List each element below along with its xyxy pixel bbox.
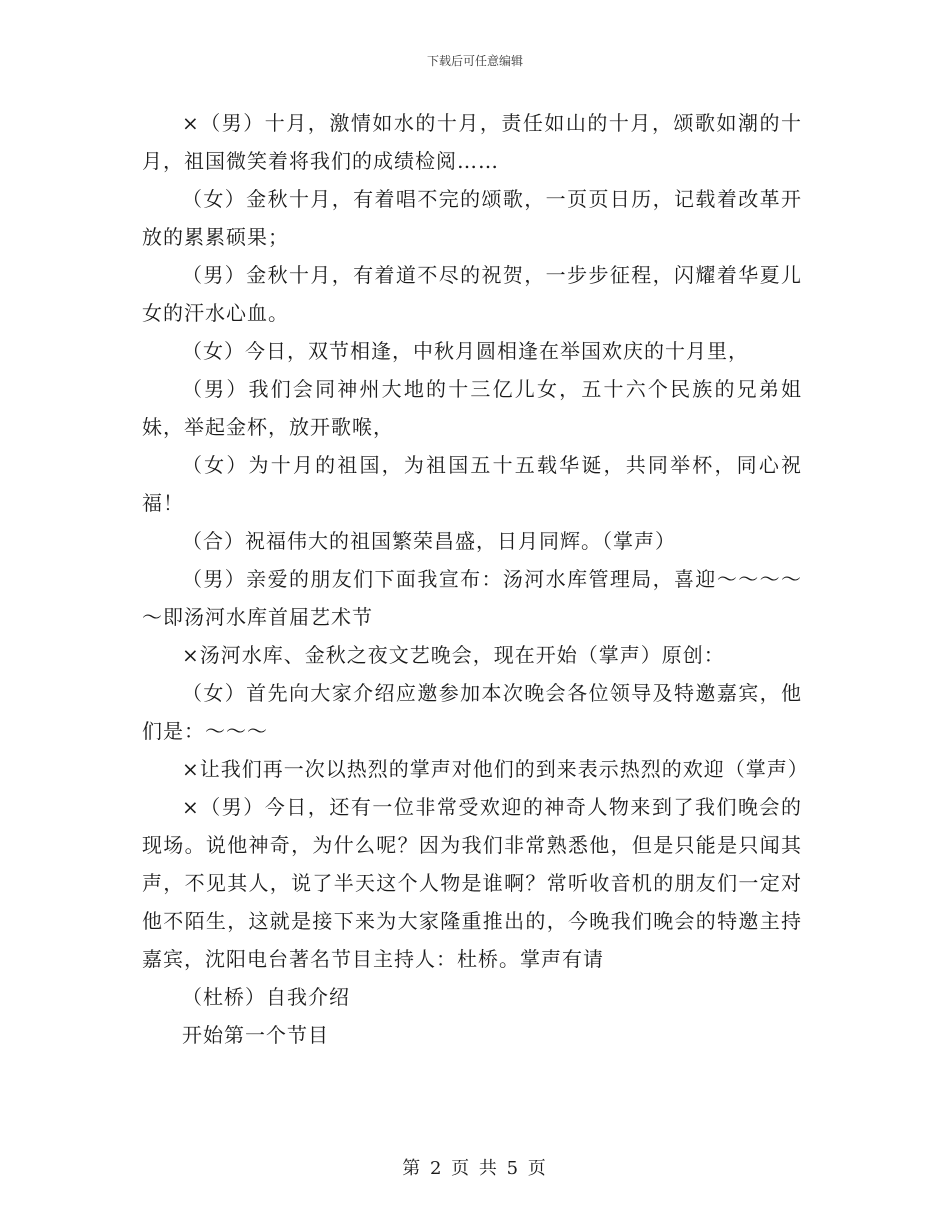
page-header: 下载后可任意编辑: [426, 54, 523, 68]
paragraph: （杜桥）自我介绍: [182, 985, 350, 1009]
paragraph: ×让我们再一次以热烈的掌声对他们的到来表示热烈的欢迎（掌声）: [182, 757, 809, 781]
paragraph: （合）祝福伟大的祖国繁荣昌盛，日月同辉。（掌声）: [182, 529, 676, 553]
document-body: [142, 104, 809, 1054]
paragraph: （男）亲爱的朋友们下面我宣布：汤河水库管理局，喜迎～～～～～即汤河水库首届艺术节: [142, 567, 802, 629]
paragraph: ×汤河水库、金秋之夜文艺晚会，现在开始（掌声）原创：: [182, 643, 725, 667]
paragraph: （女）金秋十月，有着唱不完的颂歌，一页页日历，记载着改革开放的累累硕果；: [142, 187, 802, 249]
page-number-footer: 第 2 页 共 5 页: [402, 1158, 548, 1179]
paragraph: 开始第一个节目: [182, 1023, 329, 1047]
paragraph: （女）为十月的祖国，为祖国五十五载华诞，共同举杯，同心祝福！: [142, 453, 802, 515]
paragraph: ×（男）十月，激情如水的十月，责任如山的十月，颂歌如潮的十月，祖国微笑着将我们的成绩检阅……: [142, 111, 802, 173]
paragraph: （男）金秋十月，有着道不尽的祝贺，一步步征程，闪耀着华夏儿女的汗水心血。: [142, 263, 802, 325]
paragraph: ×（男）今日，还有一位非常受欢迎的神奇人物来到了我们晚会的现场。说他神奇，为什么呢？因为我们非常熟悉他，但是只能是只闻其声，不见其人，说了半天这个人物是谁啊？常听收音机的朋友们一定对他不陌生，这就是接下来为大家隆重推出的，今晚我们晚会的特邀主持嘉宾，沈阳电台著名节目主持人：杜桥。掌声有请: [142, 795, 802, 971]
paragraph: （女）今日，双节相逢，中秋月圆相逢在举国欢庆的十月里，: [182, 339, 749, 363]
paragraph: （男）我们会同神州大地的十三亿儿女，五十六个民族的兄弟姐妹，举起金杯，放开歌喉，: [142, 377, 802, 439]
paragraph: （女）首先向大家介绍应邀参加本次晚会各位领导及特邀嘉宾，他们是：～～～: [142, 681, 802, 743]
